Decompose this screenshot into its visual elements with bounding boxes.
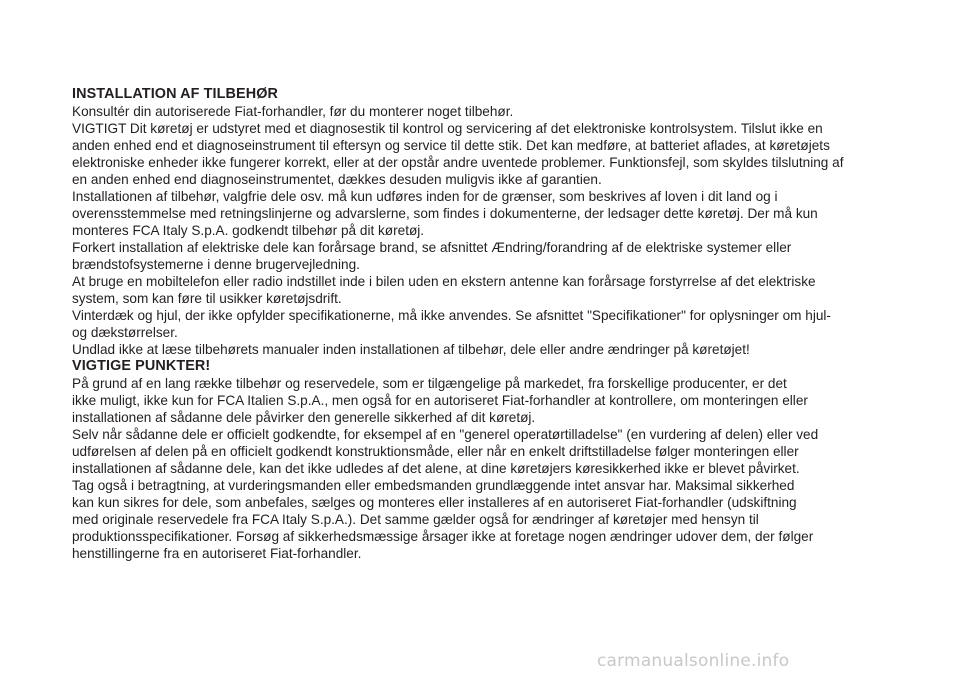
paragraph (72, 477, 892, 562)
paragraph-line: overensstemmelse med retningslinjerne og advarslerne, som findes i dokumenterne, der ledsager dette køretøj. Der må kun (72, 206, 818, 221)
paragraph-line: en anden enhed end diagnoseinstrumentet, dækkes desuden muligvis ikke af garantien. (72, 172, 602, 187)
paragraph (72, 341, 892, 358)
paragraph-line: brændstofsystemerne i denne brugervejledning. (72, 257, 360, 272)
paragraph (72, 273, 892, 307)
section-body-installation (72, 103, 892, 358)
paragraph-line: anden enhed end et diagnoseinstrument til eftersyn og service til dette stik. Det kan medføre, at batteriet aflades, at køretøjets (72, 138, 830, 153)
paragraph (72, 375, 892, 426)
paragraph-line: installationen af sådanne dele, kan det ikke udledes af det alene, at dine køretøjers køresikkerhed ikke er blevet påvirket. (72, 461, 800, 476)
paragraph-line: udførelsen af delen på en officielt godkendt konstruktionsmåde, eller når en enkelt driftstilladelse følger monteringen eller (72, 444, 799, 459)
paragraph-line: henstillingerne fra en autoriseret Fiat-forhandler. (72, 546, 362, 561)
paragraph-line: installationen af sådanne dele påvirker den generelle sikkerhed af dit køretøj. (72, 410, 536, 425)
paragraph-line: På grund af en lang række tilbehør og reservedele, som er tilgængelige på markedet, fra forskellige producenter, er det (72, 376, 787, 391)
paragraph-line: kan kun sikres for dele, som anbefales, sælges og monteres eller installeres af en autoriseret Fiat-forhandler (udskiftning (72, 495, 797, 510)
paragraph-line: ikke muligt, ikke kun for FCA Italien S.p.A., men også for en autoriseret Fiat-forhandler at kontrollere, om monteringen eller (72, 393, 808, 408)
paragraph-line: monteres FCA Italy S.p.A. godkendt tilbehør på dit køretøj. (72, 223, 425, 238)
paragraph (72, 239, 892, 273)
watermark-text: carmanualsonline.info (597, 651, 790, 671)
paragraph-line: At bruge en mobiltelefon eller radio indstillet inde i bilen uden en ekstern antenne kan forårsage forstyrrelse af det elektriske (72, 274, 816, 289)
paragraph-line: Tag også i betragtning, at vurderingsmanden eller embedsmanden grundlæggende intet ansvar har. Maksimal sikkerhed (72, 478, 795, 493)
section-heading-important: VIGTIGE PUNKTER! (72, 358, 211, 374)
paragraph-line: produktionsspecifikationer. Forsøg af sikkerhedsmæssige årsager ikke at foretage nogen ændringer udover dem, der følger (72, 529, 814, 544)
paragraph-line: Installationen af tilbehør, valgfrie dele osv. må kun udføres inden for de grænser, som beskrives af loven i dit land og i (72, 189, 778, 204)
paragraph (72, 120, 892, 188)
paragraph-line: elektroniske enheder ikke fungerer korrekt, eller at der opstår andre uventede problemer. Funktionsfejl, som skyldes tilslutning af (72, 155, 844, 170)
paragraph-line: Forkert installation af elektriske dele kan forårsage brand, se afsnittet Ændring/forandring af de elektriske systemer eller (72, 240, 792, 255)
paragraph-line: Selv når sådanne dele er officielt godkendte, for eksempel af en "generel operatørtilladelse" (en vurdering af delen) eller ved (72, 427, 819, 442)
paragraph-line: Konsultér din autoriserede Fiat-forhandler, før du monterer noget tilbehør. (72, 104, 514, 119)
manual-page (72, 86, 892, 562)
paragraph-line: Undlad ikke at læse tilbehørets manualer inden installationen af tilbehør, dele eller andre ændringer på køretøjet! (72, 342, 750, 357)
section-heading-installation: INSTALLATION AF TILBEHØR (72, 86, 278, 102)
paragraph-line: og dækstørrelser. (72, 325, 178, 340)
paragraph-line: VIGTIGT Dit køretøj er udstyret med et diagnosestik til kontrol og servicering af det elektroniske kontrolsystem. Tilslut ikke en (72, 121, 823, 136)
section-body-important (72, 375, 892, 562)
paragraph (72, 426, 892, 477)
paragraph (72, 188, 892, 239)
paragraph-line: system, som kan føre til usikker køretøjsdrift. (72, 291, 342, 306)
paragraph (72, 307, 892, 341)
paragraph (72, 103, 892, 120)
paragraph-line: Vinterdæk og hjul, der ikke opfylder specifikationerne, må ikke anvendes. Se afsnittet "Specifikationer" for oplysninger om hjul- (72, 308, 831, 323)
paragraph-line: med originale reservedele fra FCA Italy S.p.A.). Det samme gælder også for ændringer af køretøjer med hensyn til (72, 512, 759, 527)
